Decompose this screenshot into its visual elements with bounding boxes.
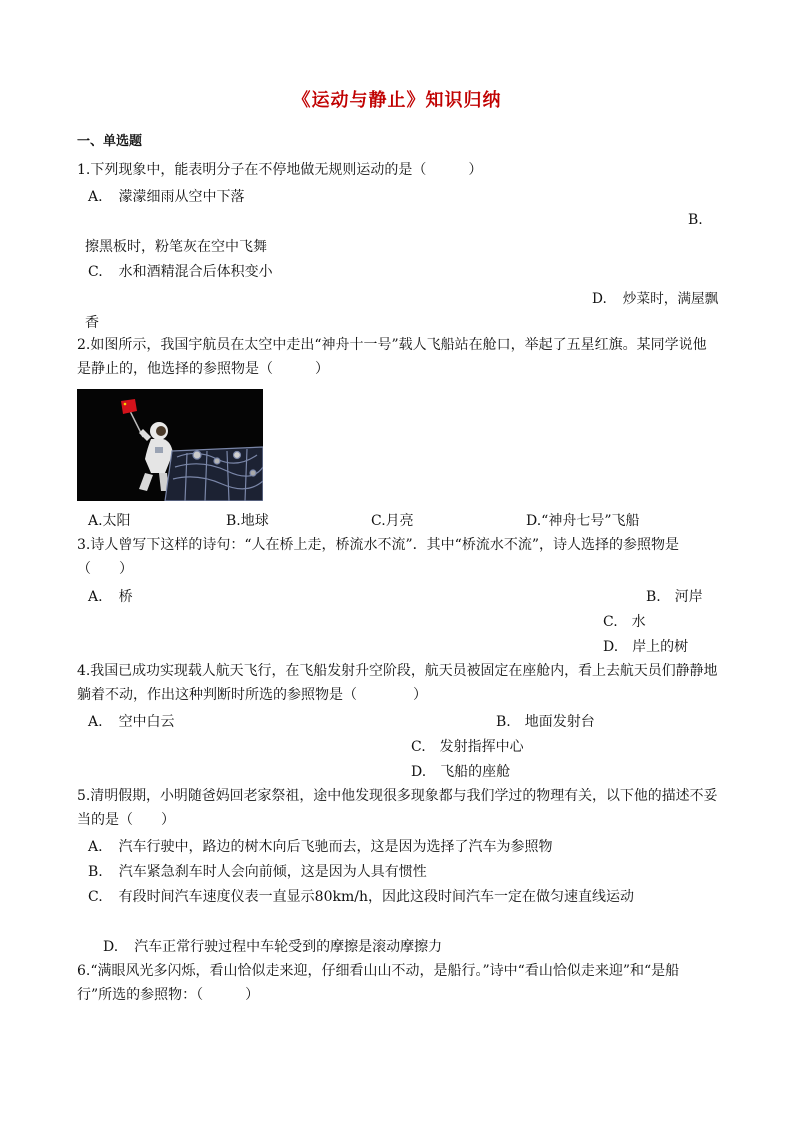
option-letter: B. bbox=[88, 864, 103, 880]
question-4-option-a[interactable] bbox=[88, 711, 175, 731]
question-1-option-b-text: 擦黑板时，粉笔灰在空中飞舞 bbox=[85, 239, 267, 255]
question-4-stem-line-2: 躺着不动，作出这种判断时所选的参照物是（ ） bbox=[77, 687, 427, 703]
question-3-stem-line-2: （ ） bbox=[77, 561, 133, 577]
question-3-option-b[interactable] bbox=[646, 586, 703, 606]
option-letter: D. bbox=[592, 291, 607, 307]
question-1-option-a[interactable] bbox=[88, 186, 245, 206]
option-text: 岸上的树 bbox=[632, 639, 689, 655]
question-5-option-c[interactable] bbox=[88, 886, 634, 906]
question-3-stem-line-1: 3.诗人曾写下这样的诗句：“人在桥上走，桥流水不流”．其中“桥流水不流”，诗人选择的参照物是 bbox=[77, 537, 679, 553]
question-1-stem: 1.下列现象中，能表明分子在不停地做无规则运动的是（ ） bbox=[77, 162, 483, 178]
option-letter: C. bbox=[88, 264, 103, 280]
option-text: 炒菜时，满屋飘 bbox=[622, 291, 719, 307]
option-letter: A. bbox=[88, 189, 103, 205]
option-letter: D. bbox=[603, 639, 619, 655]
option-text: 汽车正常行驶过程中车轮受到的摩擦是滚动摩擦力 bbox=[134, 939, 443, 955]
question-4-option-d[interactable] bbox=[411, 761, 510, 781]
question-2-option-d[interactable]: D.“神舟七号”飞船 bbox=[526, 513, 640, 529]
question-6-stem-line-1: 6.“满眼风光多闪烁，看山恰似走来迎，仔细看山山不动，是船行。”诗中“看山恰似走来迎”和“是船 bbox=[77, 963, 680, 979]
question-2-stem-line-2: 是静止的，他选择的参照物是（ ） bbox=[77, 361, 329, 377]
question-2-option-c[interactable]: C.月亮 bbox=[371, 513, 414, 529]
option-letter: C. bbox=[603, 614, 618, 630]
question-1-option-c[interactable] bbox=[88, 261, 273, 281]
option-letter: C. bbox=[411, 739, 426, 755]
option-letter: D. bbox=[411, 764, 427, 780]
question-3-option-a[interactable] bbox=[88, 586, 133, 606]
astronaut-spacewalk-photo bbox=[77, 389, 263, 501]
question-4-stem-line-1: 4.我国已成功实现载人航天飞行，在飞船发射升空阶段，航天员被固定在座舱内，看上去航天员们静静地 bbox=[77, 663, 718, 679]
question-5-stem-line-2: 当的是（ ） bbox=[77, 812, 175, 828]
option-text: 空中白云 bbox=[118, 714, 175, 730]
question-1-option-b-letter[interactable]: B. bbox=[688, 212, 703, 228]
question-2-stem-line-1: 2.如图所示，我国宇航员在太空中走出“神舟十一号”载人飞船站在舱口，举起了五星红旗。某同学说他 bbox=[77, 337, 707, 353]
option-letter: B. bbox=[646, 589, 661, 605]
question-4-option-c[interactable] bbox=[411, 736, 524, 756]
document-title: 《运动与静止》知识归纳 bbox=[292, 90, 502, 111]
question-2-option-a[interactable]: A.太阳 bbox=[88, 513, 131, 529]
option-text: 发射指挥中心 bbox=[439, 739, 524, 755]
option-letter: A. bbox=[88, 714, 103, 730]
option-text: 水 bbox=[631, 614, 646, 630]
option-text: 地面发射台 bbox=[524, 714, 595, 730]
option-letter: A. bbox=[88, 839, 103, 855]
question-1-option-d-continued: 香 bbox=[85, 315, 99, 331]
option-text: 汽车行驶中，路边的树木向后飞驰而去，这是因为选择了汽车为参照物 bbox=[118, 839, 553, 855]
option-text: 水和酒精混合后体积变小 bbox=[118, 264, 273, 280]
question-3-option-d[interactable] bbox=[603, 636, 688, 656]
question-4-option-b[interactable] bbox=[496, 711, 595, 731]
question-5-option-b[interactable] bbox=[88, 861, 427, 881]
question-5-option-d[interactable] bbox=[103, 936, 442, 956]
option-letter: A. bbox=[88, 589, 103, 605]
option-letter: C. bbox=[88, 889, 103, 905]
option-text: 河岸 bbox=[674, 589, 703, 605]
question-3-option-c[interactable] bbox=[603, 611, 646, 631]
option-text: 有段时间汽车速度仪表一直显示80km/h，因此这段时间汽车一定在做匀速直线运动 bbox=[118, 889, 634, 905]
option-text: 桥 bbox=[118, 589, 133, 605]
question-2-option-b[interactable]: B.地球 bbox=[226, 513, 269, 529]
question-1-option-d[interactable] bbox=[592, 287, 718, 307]
question-5-option-a[interactable] bbox=[88, 836, 553, 856]
question-6-stem-line-2: 行”所选的参照物：（ ） bbox=[77, 987, 260, 1003]
section-heading: 一、单选题 bbox=[77, 134, 143, 149]
option-text: 濛濛细雨从空中下落 bbox=[118, 189, 245, 205]
option-letter: B. bbox=[496, 714, 511, 730]
option-text: 汽车紧急刹车时人会向前倾，这是因为人具有惯性 bbox=[118, 864, 427, 880]
question-5-stem-line-1: 5.清明假期，小明随爸妈回老家祭祖，途中他发现很多现象都与我们学过的物理有关，以下他的描述不妥 bbox=[77, 788, 718, 804]
spacecraft-hull bbox=[165, 447, 263, 501]
option-letter: D. bbox=[103, 939, 119, 955]
option-text: 飞船的座舱 bbox=[440, 764, 511, 780]
